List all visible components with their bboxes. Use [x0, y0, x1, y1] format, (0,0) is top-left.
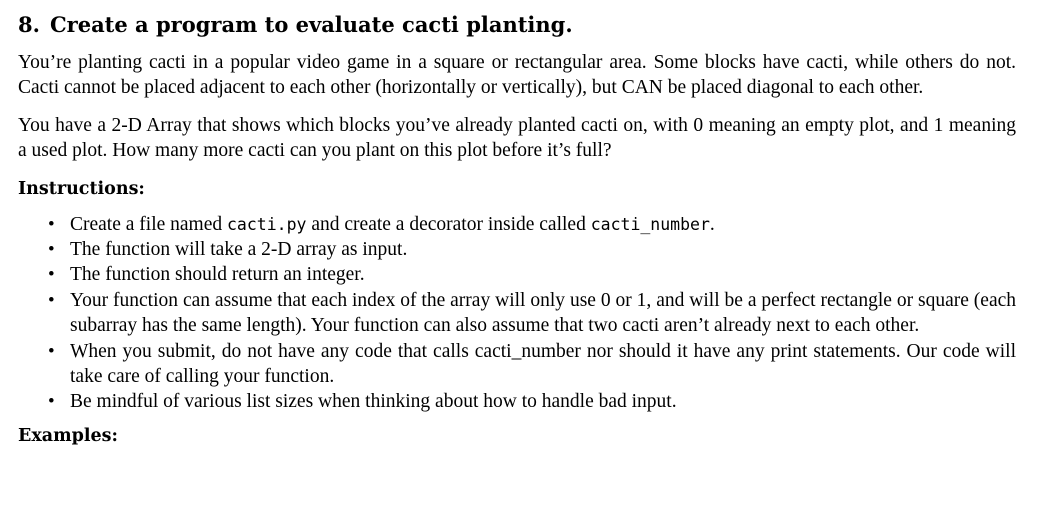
instruction-text: Create a file named: [70, 213, 227, 235]
instruction-item: [18, 389, 1016, 414]
instruction-text: The function will take a 2-D array as input.: [70, 239, 408, 261]
problem-number: 8.: [18, 12, 40, 37]
filename-code: cacti.py: [227, 214, 307, 234]
array-paragraph: You have a 2-D Array that shows which blocks you’ve already planted cacti on, with 0 meaning an empty plot, and 1 meaning a used plot. How many more cacti can you plant on this plot before it’s full?: [18, 114, 1016, 162]
instruction-item: [18, 237, 1016, 262]
instructions-heading: Instructions:: [18, 178, 145, 199]
bullet-icon: •: [48, 289, 55, 311]
instruction-text: and create a decorator inside called: [306, 213, 591, 235]
instruction-item: [18, 212, 1016, 237]
problem-title: Create a program to evaluate cacti planting.: [49, 12, 573, 37]
instruction-text: When you submit, do not have any code that calls cacti_number nor should it have any print statements. Our code will take care of calling your function.: [70, 340, 1016, 388]
examples-heading: Examples:: [18, 425, 118, 446]
instructions-list: [18, 212, 1016, 415]
instruction-text: Your function can assume that each index of the array will only use 0 or 1, and will be a perfect rectangle or square (each subarray has the same length). Your function can also assume that two cacti aren’t already next to each other.: [70, 289, 1016, 337]
bullet-icon: •: [48, 391, 55, 413]
bullet-icon: •: [48, 213, 55, 235]
function-name-code: cacti_number: [590, 214, 710, 234]
intro-paragraph: You’re planting cacti in a popular video game in a square or rectangular area. Some blocks have cacti, while others do not. Cacti cannot be placed adjacent to each other (horizontally or vertically), but CAN be placed diagonal to each other.: [18, 52, 1016, 99]
instruction-item: [18, 262, 1016, 287]
instruction-item: [18, 339, 1016, 390]
bullet-icon: •: [48, 239, 55, 261]
bullet-icon: •: [48, 340, 55, 362]
instruction-item: [18, 288, 1016, 339]
bullet-icon: •: [48, 264, 55, 286]
instruction-text: .: [709, 213, 715, 235]
problem-heading: [18, 10, 1016, 40]
instruction-text: The function should return an integer.: [70, 264, 365, 286]
instruction-text: Be mindful of various list sizes when thinking about how to handle bad input.: [70, 391, 677, 413]
